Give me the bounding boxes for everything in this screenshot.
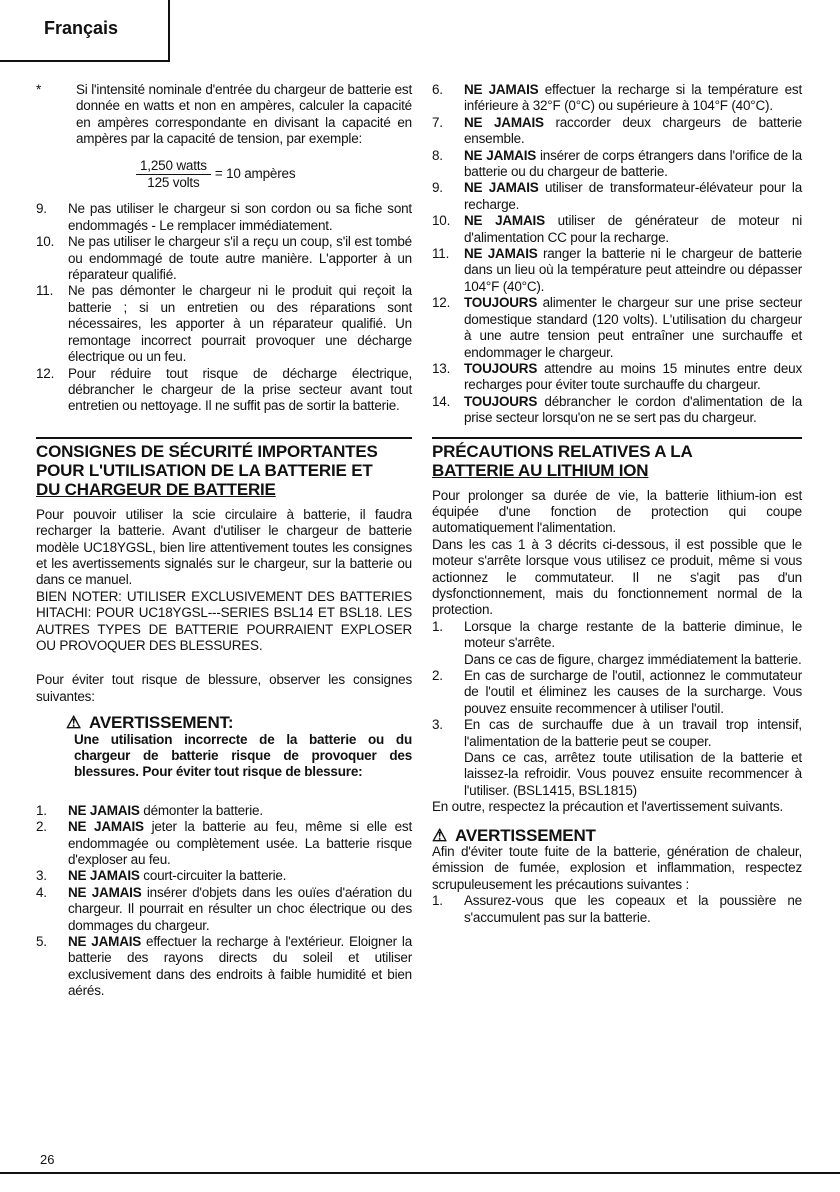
item-body: jeter la batterie au feu, même si elle est endommagée ou complètement usée. La batterie risque d'exploser au feu. — [68, 819, 412, 868]
item-number: 1. — [432, 893, 443, 909]
item-number: 3. — [432, 717, 443, 733]
pre-list-text: Pour éviter tout risque de blessure, observer les consignes suivantes: — [36, 672, 412, 704]
list-item — [36, 819, 412, 868]
list-item — [36, 803, 412, 819]
heading-line: PRÉCAUTIONS RELATIVES A LA — [432, 441, 693, 461]
list-item — [432, 246, 802, 295]
item-text: Pour réduire tout risque de décharge électrique, débrancher le chargeur de la prise secteur avant tout entretien ou nettoyage. Il ne suffit pas de sortir la batterie. — [68, 365, 412, 414]
note-text: Si l'intensité nominale d'entrée du chargeur de batterie est donnée en watts et non en ampères, calculer la capacité en ampères correspondante en divisant la capacité en ampères par la capacité de tension, par exemple: — [76, 82, 412, 147]
formula-result: = 10 ampères — [214, 166, 296, 182]
spacer — [432, 427, 802, 437]
item-body: démonter la batterie. — [139, 802, 263, 818]
item-text — [68, 819, 412, 868]
item-number: 9. — [432, 180, 443, 196]
item-body: attendre au moins 15 minutes entre deux recharges pour éviter toute surchauffe du chargeur. — [464, 360, 802, 393]
item-text — [68, 885, 412, 934]
item-number: 7. — [432, 114, 443, 130]
list-item — [36, 283, 412, 365]
keyword: NE JAMAIS — [464, 180, 539, 196]
list-item — [432, 82, 802, 115]
item-number: 13. — [432, 360, 451, 376]
amp-formula — [136, 158, 412, 192]
lithium-p3: En outre, respectez la précaution et l'avertissement suivants. — [432, 799, 784, 815]
case-item — [432, 619, 802, 652]
item-number: 10. — [36, 234, 55, 250]
spacer — [36, 781, 412, 803]
intro-paragraph: Pour pouvoir utiliser la scie circulaire à batterie, il faudra recharger la batterie. Avant d'utiliser le chargeur de batterie modèle UC18YGSL, bien lire attentivement toutes les consignes et les avertissements signalés sur le chargeur, sur la batterie ou dans ce manuel. — [36, 506, 412, 588]
item-text — [464, 148, 802, 181]
item-number: 8. — [432, 147, 443, 163]
item-text — [464, 180, 802, 213]
lithium-p1: Pour prolonger sa durée de vie, la batterie lithium-ion est équipée d'une fonction de protection qui coupe automatiquement l'alimentation. — [432, 487, 802, 536]
item-body: ranger la batterie ni le chargeur de batterie dans un lieu où la température peut atteindre ou dépasser 104°F (40°C). — [464, 246, 802, 294]
item-text: Ne pas démonter le chargeur ni le produit qui reçoit la batterie ; si un entretien ou des réparations sont nécessaires, les apporter à un réparateur qualifié. Un remontage incorrect pourrait provoquer une décharge électrique ou un feu. — [68, 283, 412, 365]
keyword: NE JAMAIS — [464, 82, 539, 97]
list-item — [432, 893, 802, 926]
formula-numerator: 1,250 watts — [136, 158, 211, 175]
list-item — [432, 213, 802, 246]
warning-triangle-icon: ⚠ — [432, 825, 448, 845]
item-number: 12. — [36, 365, 55, 381]
warning-body: Afin d'éviter toute fuite de la batterie, génération de chaleur, émission de fumée, explosion et inflammation, respectez scrupuleusement les précautions suivantes : — [432, 844, 802, 892]
keyword: TOUJOURS — [464, 360, 538, 376]
formula-denominator: 125 volts — [147, 175, 200, 191]
item-text — [464, 213, 802, 246]
case-item — [432, 668, 802, 717]
keyword: NE JAMAIS — [464, 213, 545, 229]
item-body: raccorder deux chargeurs de batterie ensemble. — [464, 114, 802, 147]
case-subtext: Dans ce cas de figure, chargez immédiatement la batterie. — [464, 651, 802, 667]
item-number: 4. — [36, 884, 47, 900]
warning-title: AVERTISSEMENT — [455, 825, 596, 845]
heading-line: POUR L'UTILISATION DE LA BATTERIE ET — [36, 460, 373, 480]
list-item — [36, 366, 412, 415]
item-number: 2. — [432, 668, 443, 683]
heading-line: BATTERIE AU LITHIUM ION — [432, 460, 649, 480]
item-text: Assurez-vous que les copeaux et la poussière ne s'accumulent pas sur la batterie. — [464, 893, 802, 925]
item-text — [464, 394, 802, 427]
item-body: alimenter le chargeur sur une prise secteur domestique standard (120 volts). L'utilisation du chargeur à une autre tension peut entraîner une surchauffe et endommager le chargeur. — [464, 295, 802, 360]
warning-body: Une utilisation incorrecte de la batterie ou du chargeur de batterie risque de provoquer des blessures. Pour éviter tout risque de blessure: — [74, 731, 412, 780]
keyword: TOUJOURS — [464, 393, 538, 409]
item-number: 9. — [36, 201, 47, 217]
warning-heading — [66, 715, 412, 731]
item-text: En cas de surchauffe due à un travail trop intensif, l'alimentation de la batterie peut se couper. — [464, 717, 802, 749]
item-text — [68, 868, 412, 884]
item-body: utiliser de générateur de moteur ni d'alimentation CC pour la recharge. — [464, 213, 802, 245]
warning-title: AVERTISSEMENT: — [89, 713, 234, 733]
formula-fraction — [136, 158, 211, 192]
list-item — [432, 148, 802, 181]
item-number: 1. — [36, 802, 47, 818]
warning-heading — [432, 825, 802, 845]
item-text: Ne pas utiliser le chargeur si son cordon ou sa fiche sont endommagés - Le remplacer immédiatement. — [68, 201, 412, 233]
keyword: NE JAMAIS — [68, 819, 144, 835]
item-number: 11. — [432, 246, 450, 262]
right-column — [432, 82, 802, 926]
list-item — [36, 201, 412, 234]
list-item — [432, 295, 802, 361]
page-number: 26 — [40, 1152, 55, 1167]
section-heading-safety — [36, 437, 412, 499]
item-text: Ne pas utiliser le chargeur s'il a reçu un coup, s'il est tombé ou endommagé de toute autre manière. L'apporter à un réparateur qualifié. — [68, 234, 412, 283]
spacer — [36, 499, 412, 507]
list-item — [432, 115, 802, 148]
list-item — [432, 180, 802, 213]
item-text — [464, 295, 802, 361]
item-body: insérer d'objets dans les ouïes d'aération du chargeur. Il pourrait en résulter un choc électrique ou des dommages du chargeur. — [68, 884, 412, 933]
item-text — [68, 803, 412, 819]
keyword: NE JAMAIS — [464, 246, 538, 262]
item-number: 3. — [36, 868, 47, 884]
item-number: 2. — [36, 819, 47, 835]
asterisk-mark: * — [36, 82, 42, 97]
keyword: NE JAMAIS — [68, 802, 140, 818]
keyword: NE JAMAIS — [68, 868, 140, 884]
keyword: NE JAMAIS — [68, 934, 142, 950]
item-text — [68, 934, 412, 1000]
item-body: effectuer la recharge à l'extérieur. Eloigner la batterie des rayons directs du soleil et utiliser exclusivement dans des endroits à faible humidité et bien aérés. — [68, 934, 412, 999]
wattage-note — [36, 82, 412, 148]
case-subtext: Dans ce cas, arrêtez toute utilisation de la batterie et laissez-la refroidir. Vous pouvez ensuite recommencer à l'utiliser. (BSL1415, BSL1815) — [464, 750, 802, 798]
list-item — [36, 868, 412, 884]
item-text: Lorsque la charge restante de la batterie diminue, le moteur s'arrête. — [464, 618, 802, 651]
item-number: 14. — [432, 393, 451, 409]
heading-line: DU CHARGEUR DE BATTERIE — [36, 479, 276, 499]
section-heading-lithium — [432, 437, 802, 480]
list-item — [432, 394, 802, 427]
list-item — [36, 885, 412, 934]
list-item — [36, 934, 412, 1000]
keyword: NE JAMAIS — [464, 147, 537, 163]
bottom-rule — [0, 1172, 840, 1174]
language-label: Français — [44, 18, 119, 38]
item-body: débrancher le cordon d'alimentation de la prise secteur lorsqu'on ne se sert pas du chargeur. — [464, 393, 802, 426]
language-tab — [0, 0, 170, 62]
item-text — [464, 115, 802, 148]
case-item — [432, 717, 802, 750]
item-text: En cas de surcharge de l'outil, actionnez le commutateur de l'outil et éliminez les causes de la surcharge. Vous pouvez ensuite recommencer à utiliser l'outil. — [464, 668, 802, 716]
keyword: TOUJOURS — [464, 295, 538, 311]
list-item — [432, 361, 802, 394]
item-number: 12. — [432, 295, 451, 311]
item-number: 10. — [432, 213, 451, 229]
item-body: utiliser de transformateur-élévateur pour la recharge. — [464, 180, 802, 212]
spacer — [36, 654, 412, 672]
heading-line: CONSIGNES DE SÉCURITÉ IMPORTANTES — [36, 441, 378, 461]
list-item — [36, 234, 412, 283]
item-text — [464, 246, 802, 295]
keyword: NE JAMAIS — [464, 114, 544, 130]
spacer — [432, 480, 802, 488]
keyword: NE JAMAIS — [68, 884, 142, 900]
lithium-p2: Dans les cas 1 à 3 décrits ci-dessous, il est possible que le moteur s'arrête lorsque vous utilisez ce produit, même si vous actionnez le commutateur. Il ne s'agit pas d'un dysfonctionnement, mais du fonctionnement normal de la protection. — [432, 536, 802, 618]
item-body: court-circuiter la batterie. — [139, 868, 287, 884]
item-text — [464, 361, 802, 394]
item-number: 11. — [36, 283, 54, 299]
battery-notice: BIEN NOTER: UTILISER EXCLUSIVEMENT DES BATTERIES HITACHI: POUR UC18YGSL---SERIES BSL14 ET BSL18. LES AUTRES TYPES DE BATTERIE POURRAIENT EXPLOSER OU PROVOQUER DES BLESSURES. — [36, 588, 412, 653]
item-number: 1. — [432, 618, 443, 634]
item-number: 6. — [432, 82, 443, 97]
item-number: 5. — [36, 934, 47, 950]
left-column — [36, 82, 412, 1000]
item-body: effectuer la recharge si la température est inférieure à 32°F (0°C) ou supérieure à 104°F (40°C). — [464, 82, 802, 114]
warning-triangle-icon: ⚠ — [66, 713, 82, 733]
item-body: insérer de corps étrangers dans l'orifice de la batterie ou du chargeur de batterie. — [464, 147, 802, 180]
spacer — [36, 415, 412, 437]
item-text — [464, 82, 802, 115]
